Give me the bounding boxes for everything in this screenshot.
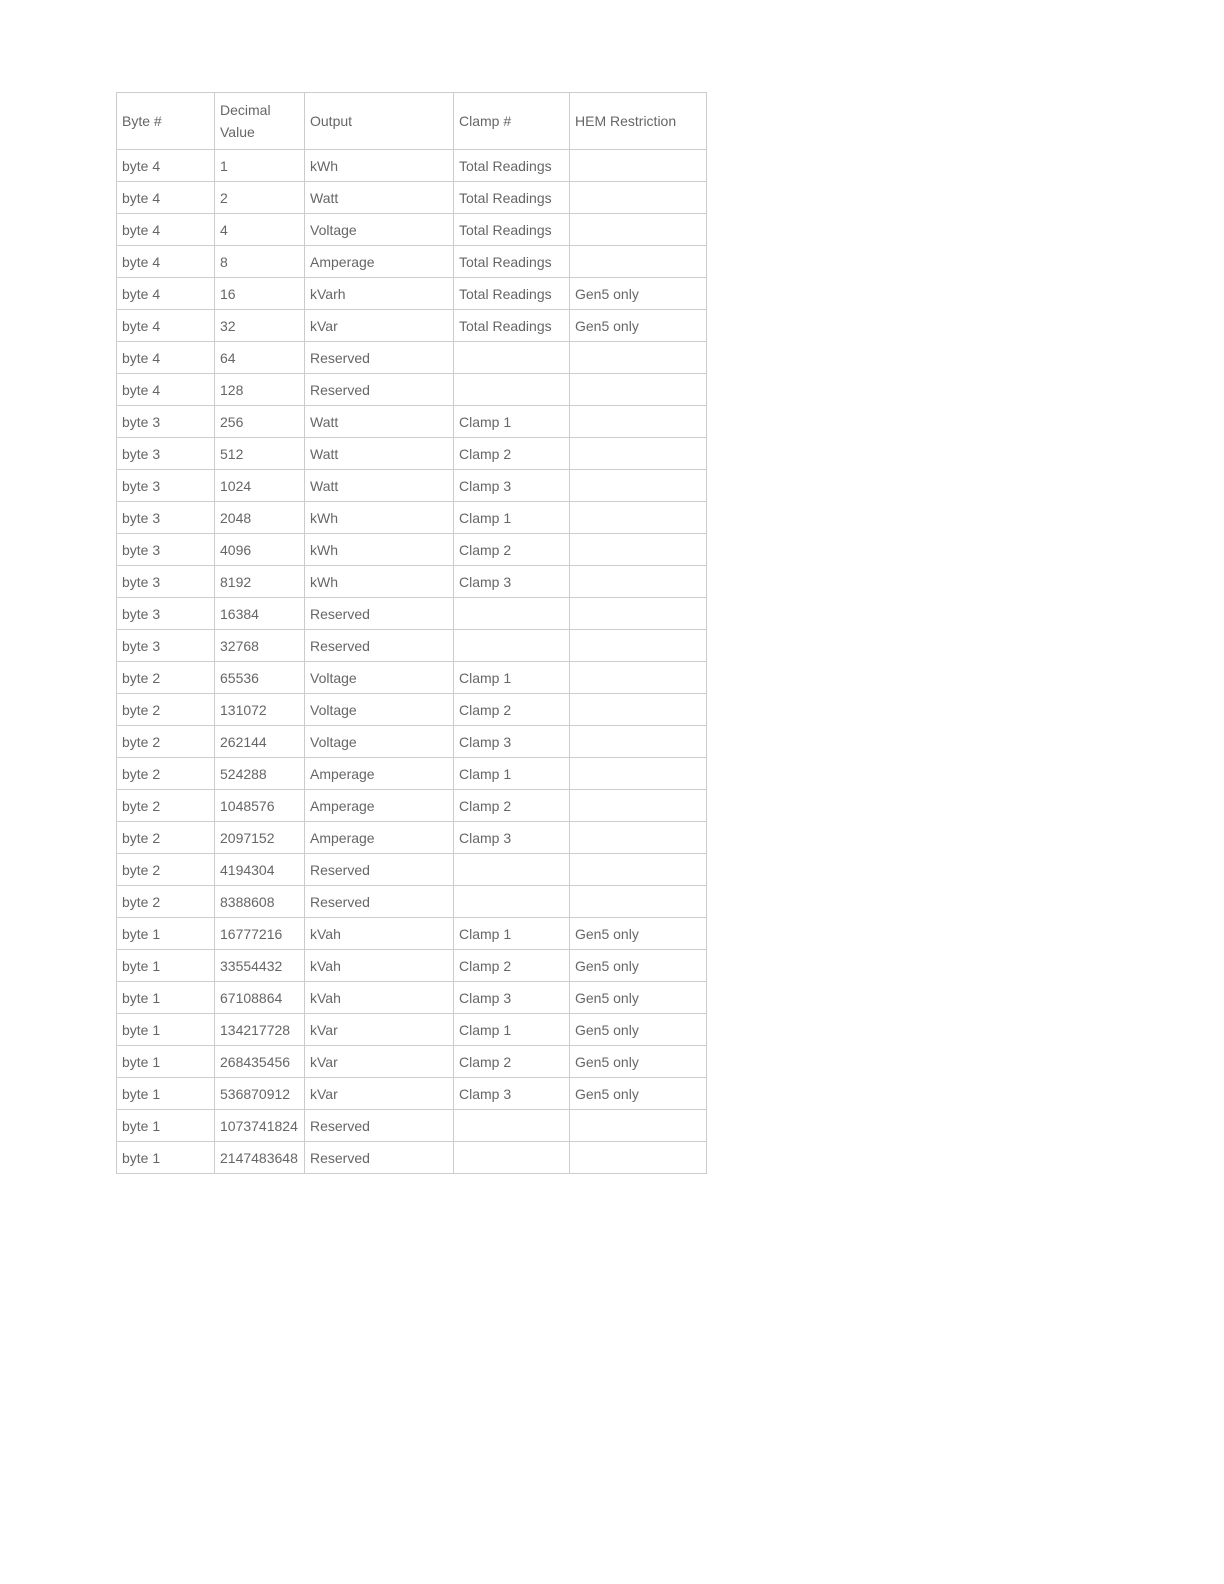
cell-clamp: Clamp 3 bbox=[454, 1078, 570, 1110]
cell-decimal-value: 4096 bbox=[215, 534, 305, 566]
cell-output: kVar bbox=[305, 1078, 454, 1110]
cell-byte: byte 2 bbox=[117, 662, 215, 694]
cell-decimal-value: 64 bbox=[215, 342, 305, 374]
cell-hem-restriction bbox=[570, 854, 707, 886]
cell-decimal-value: 4194304 bbox=[215, 854, 305, 886]
cell-byte: byte 3 bbox=[117, 630, 215, 662]
cell-decimal-value: 134217728 bbox=[215, 1014, 305, 1046]
cell-byte: byte 4 bbox=[117, 374, 215, 406]
cell-output: kVar bbox=[305, 310, 454, 342]
cell-byte: byte 1 bbox=[117, 1046, 215, 1078]
cell-output: Reserved bbox=[305, 854, 454, 886]
cell-decimal-value: 16 bbox=[215, 278, 305, 310]
cell-byte: byte 1 bbox=[117, 950, 215, 982]
cell-output: Voltage bbox=[305, 726, 454, 758]
table-row bbox=[117, 470, 707, 502]
cell-byte: byte 2 bbox=[117, 886, 215, 918]
cell-byte: byte 2 bbox=[117, 790, 215, 822]
cell-byte: byte 1 bbox=[117, 1078, 215, 1110]
cell-hem-restriction bbox=[570, 534, 707, 566]
cell-clamp bbox=[454, 886, 570, 918]
cell-output: kVah bbox=[305, 918, 454, 950]
cell-output: kWh bbox=[305, 566, 454, 598]
cell-clamp bbox=[454, 374, 570, 406]
cell-decimal-value: 67108864 bbox=[215, 982, 305, 1014]
cell-hem-restriction: Gen5 only bbox=[570, 1014, 707, 1046]
table-row bbox=[117, 1014, 707, 1046]
table-row bbox=[117, 342, 707, 374]
cell-output: Watt bbox=[305, 470, 454, 502]
cell-output: Reserved bbox=[305, 886, 454, 918]
table-header bbox=[117, 93, 707, 150]
cell-clamp bbox=[454, 1110, 570, 1142]
cell-byte: byte 3 bbox=[117, 406, 215, 438]
cell-decimal-value: 262144 bbox=[215, 726, 305, 758]
cell-decimal-value: 1024 bbox=[215, 470, 305, 502]
cell-clamp bbox=[454, 854, 570, 886]
table-body bbox=[117, 150, 707, 1174]
table-row bbox=[117, 566, 707, 598]
header-row bbox=[117, 93, 707, 150]
cell-decimal-value: 256 bbox=[215, 406, 305, 438]
cell-clamp: Clamp 3 bbox=[454, 982, 570, 1014]
cell-decimal-value: 131072 bbox=[215, 694, 305, 726]
cell-decimal-value: 16777216 bbox=[215, 918, 305, 950]
cell-output: Reserved bbox=[305, 1110, 454, 1142]
cell-hem-restriction bbox=[570, 662, 707, 694]
cell-hem-restriction: Gen5 only bbox=[570, 310, 707, 342]
cell-clamp: Clamp 1 bbox=[454, 502, 570, 534]
cell-byte: byte 3 bbox=[117, 598, 215, 630]
cell-output: kWh bbox=[305, 534, 454, 566]
cell-clamp: Total Readings bbox=[454, 150, 570, 182]
cell-output: Amperage bbox=[305, 246, 454, 278]
cell-byte: byte 1 bbox=[117, 982, 215, 1014]
cell-output: Voltage bbox=[305, 694, 454, 726]
cell-hem-restriction bbox=[570, 1110, 707, 1142]
cell-decimal-value: 2097152 bbox=[215, 822, 305, 854]
cell-clamp bbox=[454, 342, 570, 374]
cell-byte: byte 4 bbox=[117, 182, 215, 214]
cell-byte: byte 3 bbox=[117, 566, 215, 598]
cell-byte: byte 3 bbox=[117, 438, 215, 470]
cell-clamp: Clamp 1 bbox=[454, 918, 570, 950]
header-decimal-line2: Value bbox=[220, 124, 255, 140]
cell-decimal-value: 2 bbox=[215, 182, 305, 214]
cell-decimal-value: 2147483648 bbox=[215, 1142, 305, 1174]
cell-hem-restriction bbox=[570, 214, 707, 246]
cell-hem-restriction bbox=[570, 822, 707, 854]
table-row bbox=[117, 278, 707, 310]
cell-byte: byte 2 bbox=[117, 694, 215, 726]
cell-decimal-value: 65536 bbox=[215, 662, 305, 694]
cell-hem-restriction bbox=[570, 470, 707, 502]
cell-hem-restriction bbox=[570, 406, 707, 438]
cell-byte: byte 1 bbox=[117, 918, 215, 950]
cell-output: kVar bbox=[305, 1046, 454, 1078]
table-row bbox=[117, 822, 707, 854]
cell-clamp: Clamp 2 bbox=[454, 950, 570, 982]
cell-output: kVah bbox=[305, 982, 454, 1014]
table-row bbox=[117, 886, 707, 918]
cell-clamp: Clamp 3 bbox=[454, 726, 570, 758]
cell-hem-restriction bbox=[570, 886, 707, 918]
table-row bbox=[117, 310, 707, 342]
cell-clamp bbox=[454, 598, 570, 630]
cell-clamp: Clamp 2 bbox=[454, 694, 570, 726]
header-decimal-value bbox=[215, 93, 305, 150]
cell-decimal-value: 33554432 bbox=[215, 950, 305, 982]
cell-byte: byte 4 bbox=[117, 150, 215, 182]
table-row bbox=[117, 854, 707, 886]
cell-output: Reserved bbox=[305, 342, 454, 374]
cell-decimal-value: 128 bbox=[215, 374, 305, 406]
cell-clamp: Clamp 2 bbox=[454, 438, 570, 470]
cell-hem-restriction bbox=[570, 726, 707, 758]
cell-output: Amperage bbox=[305, 758, 454, 790]
cell-hem-restriction bbox=[570, 246, 707, 278]
cell-output: kVar bbox=[305, 1014, 454, 1046]
bitmask-table bbox=[116, 92, 707, 1174]
table-row bbox=[117, 246, 707, 278]
cell-output: Watt bbox=[305, 438, 454, 470]
cell-decimal-value: 536870912 bbox=[215, 1078, 305, 1110]
cell-byte: byte 1 bbox=[117, 1110, 215, 1142]
cell-output: kWh bbox=[305, 150, 454, 182]
cell-clamp: Total Readings bbox=[454, 246, 570, 278]
table-row bbox=[117, 438, 707, 470]
cell-decimal-value: 32 bbox=[215, 310, 305, 342]
cell-byte: byte 4 bbox=[117, 214, 215, 246]
cell-clamp: Clamp 3 bbox=[454, 822, 570, 854]
cell-clamp: Clamp 1 bbox=[454, 662, 570, 694]
cell-decimal-value: 268435456 bbox=[215, 1046, 305, 1078]
cell-decimal-value: 1 bbox=[215, 150, 305, 182]
cell-byte: byte 4 bbox=[117, 310, 215, 342]
cell-output: Amperage bbox=[305, 790, 454, 822]
cell-byte: byte 3 bbox=[117, 470, 215, 502]
cell-hem-restriction: Gen5 only bbox=[570, 1078, 707, 1110]
cell-byte: byte 2 bbox=[117, 822, 215, 854]
cell-hem-restriction bbox=[570, 438, 707, 470]
cell-decimal-value: 2048 bbox=[215, 502, 305, 534]
cell-byte: byte 1 bbox=[117, 1014, 215, 1046]
cell-hem-restriction bbox=[570, 598, 707, 630]
cell-hem-restriction: Gen5 only bbox=[570, 1046, 707, 1078]
cell-clamp: Clamp 3 bbox=[454, 470, 570, 502]
cell-clamp: Total Readings bbox=[454, 182, 570, 214]
header-byte: Byte # bbox=[117, 93, 215, 150]
cell-clamp: Clamp 1 bbox=[454, 1014, 570, 1046]
cell-clamp: Clamp 3 bbox=[454, 566, 570, 598]
cell-decimal-value: 1073741824 bbox=[215, 1110, 305, 1142]
table-row bbox=[117, 1078, 707, 1110]
cell-hem-restriction: Gen5 only bbox=[570, 918, 707, 950]
cell-decimal-value: 8388608 bbox=[215, 886, 305, 918]
cell-output: Reserved bbox=[305, 598, 454, 630]
cell-hem-restriction bbox=[570, 502, 707, 534]
header-decimal-line1: Decimal bbox=[220, 102, 271, 118]
header-clamp: Clamp # bbox=[454, 93, 570, 150]
cell-output: Reserved bbox=[305, 1142, 454, 1174]
cell-clamp: Total Readings bbox=[454, 310, 570, 342]
cell-output: kVarh bbox=[305, 278, 454, 310]
cell-hem-restriction bbox=[570, 342, 707, 374]
cell-hem-restriction bbox=[570, 694, 707, 726]
cell-hem-restriction: Gen5 only bbox=[570, 982, 707, 1014]
table-row bbox=[117, 150, 707, 182]
cell-decimal-value: 4 bbox=[215, 214, 305, 246]
table-row bbox=[117, 790, 707, 822]
cell-output: Voltage bbox=[305, 662, 454, 694]
table-row bbox=[117, 982, 707, 1014]
cell-hem-restriction bbox=[570, 1142, 707, 1174]
cell-clamp bbox=[454, 1142, 570, 1174]
cell-decimal-value: 512 bbox=[215, 438, 305, 470]
cell-byte: byte 4 bbox=[117, 278, 215, 310]
cell-byte: byte 4 bbox=[117, 246, 215, 278]
table-row bbox=[117, 1110, 707, 1142]
cell-decimal-value: 16384 bbox=[215, 598, 305, 630]
cell-decimal-value: 8192 bbox=[215, 566, 305, 598]
header-hem-restriction: HEM Restriction bbox=[570, 93, 707, 150]
cell-byte: byte 1 bbox=[117, 1142, 215, 1174]
cell-clamp: Clamp 2 bbox=[454, 790, 570, 822]
cell-output: Amperage bbox=[305, 822, 454, 854]
cell-decimal-value: 524288 bbox=[215, 758, 305, 790]
cell-clamp: Total Readings bbox=[454, 214, 570, 246]
cell-output: Reserved bbox=[305, 374, 454, 406]
table-row bbox=[117, 1046, 707, 1078]
table-row bbox=[117, 758, 707, 790]
cell-output: Watt bbox=[305, 406, 454, 438]
cell-decimal-value: 8 bbox=[215, 246, 305, 278]
cell-byte: byte 3 bbox=[117, 534, 215, 566]
table-row bbox=[117, 918, 707, 950]
cell-output: Watt bbox=[305, 182, 454, 214]
cell-output: kWh bbox=[305, 502, 454, 534]
table-row bbox=[117, 950, 707, 982]
cell-byte: byte 3 bbox=[117, 502, 215, 534]
table-row bbox=[117, 694, 707, 726]
cell-clamp bbox=[454, 630, 570, 662]
header-output: Output bbox=[305, 93, 454, 150]
cell-hem-restriction: Gen5 only bbox=[570, 950, 707, 982]
table-row bbox=[117, 1142, 707, 1174]
table-row bbox=[117, 630, 707, 662]
cell-hem-restriction: Gen5 only bbox=[570, 278, 707, 310]
table-row bbox=[117, 726, 707, 758]
cell-byte: byte 2 bbox=[117, 726, 215, 758]
cell-decimal-value: 32768 bbox=[215, 630, 305, 662]
cell-hem-restriction bbox=[570, 630, 707, 662]
cell-hem-restriction bbox=[570, 374, 707, 406]
cell-byte: byte 2 bbox=[117, 854, 215, 886]
cell-decimal-value: 1048576 bbox=[215, 790, 305, 822]
cell-clamp: Clamp 2 bbox=[454, 534, 570, 566]
cell-clamp: Clamp 1 bbox=[454, 758, 570, 790]
cell-hem-restriction bbox=[570, 182, 707, 214]
table-row bbox=[117, 182, 707, 214]
cell-output: kVah bbox=[305, 950, 454, 982]
cell-byte: byte 4 bbox=[117, 342, 215, 374]
table-row bbox=[117, 502, 707, 534]
cell-hem-restriction bbox=[570, 790, 707, 822]
table-row bbox=[117, 406, 707, 438]
table-row bbox=[117, 662, 707, 694]
cell-byte: byte 2 bbox=[117, 758, 215, 790]
cell-hem-restriction bbox=[570, 150, 707, 182]
cell-clamp: Total Readings bbox=[454, 278, 570, 310]
table-row bbox=[117, 598, 707, 630]
table-row bbox=[117, 374, 707, 406]
cell-output: Reserved bbox=[305, 630, 454, 662]
table-row bbox=[117, 214, 707, 246]
cell-clamp: Clamp 2 bbox=[454, 1046, 570, 1078]
table-row bbox=[117, 534, 707, 566]
cell-clamp: Clamp 1 bbox=[454, 406, 570, 438]
cell-hem-restriction bbox=[570, 566, 707, 598]
cell-output: Voltage bbox=[305, 214, 454, 246]
cell-hem-restriction bbox=[570, 758, 707, 790]
